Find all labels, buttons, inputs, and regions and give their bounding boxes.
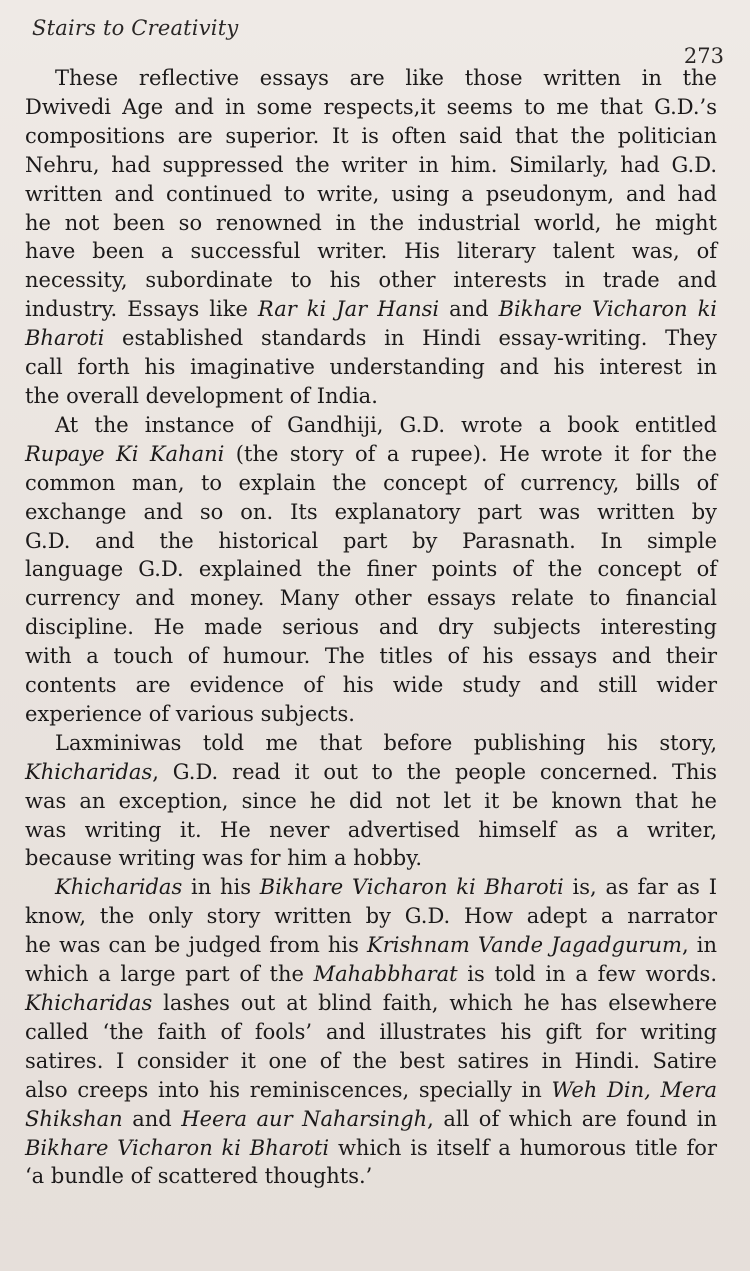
italic-title: Bikhare Vicharon ki <box>498 297 718 322</box>
text-line <box>25 411 717 440</box>
text-line <box>25 873 717 902</box>
text-run: experience of various subjects. <box>25 701 355 726</box>
text-run: was writing it. He never advertised himself as a writer, <box>25 817 717 842</box>
text-line <box>25 180 717 209</box>
text-run: which is itself a humorous title for <box>329 1135 717 1160</box>
paragraph <box>25 729 717 874</box>
text-line <box>25 671 717 700</box>
text-line <box>25 1105 717 1134</box>
text-run: call forth his imaginative understanding and his interest in <box>25 355 717 380</box>
text-run: ‘a bundle of scattered thoughts.’ <box>25 1164 373 1189</box>
text-line <box>25 353 717 382</box>
text-line <box>25 1134 717 1163</box>
text-line <box>25 816 717 845</box>
text-run: currency and money. Many other essays relate to financial <box>25 586 717 611</box>
text-run: Laxminiwas told me that before publishing his story, <box>55 730 717 755</box>
page-number: 273 <box>683 44 724 68</box>
text-run: he not been so renowned in the industrial world, he might <box>25 210 717 235</box>
text-line <box>25 931 717 960</box>
text-line <box>25 151 717 180</box>
text-run: , G.D. read it out to the people concerned. This <box>152 759 717 784</box>
text-line <box>25 93 717 122</box>
text-line <box>25 527 717 556</box>
italic-title: Heera aur Naharsingh <box>181 1106 428 1131</box>
text-line <box>25 729 717 758</box>
italic-title: Krishnam Vande Jagadgurum <box>367 933 682 958</box>
running-head: Stairs to Creativity <box>32 16 239 40</box>
text-run: is, as far as I <box>563 875 717 900</box>
text-run: in his <box>182 875 260 900</box>
text-run: These reflective essays are like those written in the <box>55 66 717 90</box>
text-line <box>25 209 717 238</box>
text-line <box>25 1076 717 1105</box>
italic-title: Shikshan <box>25 1106 123 1131</box>
text-run: , in <box>681 933 718 958</box>
text-run: the overall development of India. <box>25 383 378 408</box>
text-line <box>25 382 717 411</box>
text-run: At the instance of Gandhiji, G.D. wrote a book entitled <box>55 412 717 437</box>
text-line <box>25 1047 717 1076</box>
paragraph <box>25 411 717 729</box>
text-run: language G.D. explained the finer points of the concept of <box>25 557 717 582</box>
text-run: and <box>439 297 499 322</box>
text-line <box>25 64 717 93</box>
text-run: established standards in Hindi essay-writing. They <box>104 326 717 351</box>
text-line <box>25 555 717 584</box>
text-line <box>25 787 717 816</box>
text-run: exchange and so on. Its explanatory part was written by <box>25 499 717 524</box>
text-run: satires. I consider it one of the best satires in Hindi. Satire <box>25 1048 717 1073</box>
text-line <box>25 440 717 469</box>
text-run: common man, to explain the concept of currency, bills of <box>25 470 717 495</box>
paragraph <box>25 64 717 411</box>
text-line <box>25 469 717 498</box>
text-run: he was can be judged from his <box>25 933 368 958</box>
text-run: industry. Essays like <box>25 297 258 322</box>
text-line <box>25 1018 717 1047</box>
italic-title: Bikhare Vicharon ki Bharoti <box>25 1135 330 1160</box>
italic-title: Rar ki Jar Hansi <box>257 297 440 322</box>
text-run: , all of which are found in <box>427 1106 717 1131</box>
text-line <box>25 902 717 931</box>
text-run: called ‘the faith of fools’ and illustrates his gift for writing <box>25 1019 717 1044</box>
text-run: because writing was for him a hobby. <box>25 846 422 871</box>
text-line <box>25 295 717 324</box>
text-run: written and continued to write, using a pseudonym, and had <box>25 181 717 206</box>
text-line <box>25 266 717 295</box>
italic-title: Bikhare Vicharon ki Bharoti <box>259 875 564 900</box>
text-run: discipline. He made serious and dry subjects interesting <box>25 615 717 640</box>
italic-title: Mahabbharat <box>313 962 458 987</box>
text-line <box>25 498 717 527</box>
text-line <box>25 584 717 613</box>
text-run: with a touch of humour. The titles of his essays and their <box>25 644 717 669</box>
text-run: Dwivedi Age and in some respects,it seems to me that G.D.’s <box>25 94 717 119</box>
text-run: (the story of a rupee). He wrote it for the <box>224 441 718 466</box>
text-line <box>25 844 717 873</box>
text-run: was an exception, since he did not let it be known that he <box>25 788 717 813</box>
text-line <box>25 758 717 787</box>
text-run: compositions are superior. It is often said that the politician <box>25 123 717 148</box>
text-run: have been a successful writer. His literary talent was, of <box>25 239 717 264</box>
text-run: is told in a few words. <box>457 962 717 987</box>
text-line <box>25 1162 717 1191</box>
text-line <box>25 960 717 989</box>
text-run: know, the only story written by G.D. How adept a narrator <box>25 904 717 929</box>
italic-title: Weh Din, Mera <box>551 1077 717 1102</box>
italic-title: Khicharidas <box>25 759 153 784</box>
text-run: contents are evidence of his wide study and still wider <box>25 673 717 698</box>
text-run: necessity, subordinate to his other interests in trade and <box>25 268 717 293</box>
text-run: G.D. and the historical part by Parasnath. In simple <box>25 528 717 553</box>
text-line <box>25 122 717 151</box>
italic-title: Rupaye Ki Kahani <box>25 441 225 466</box>
text-run: lashes out at blind faith, which he has elsewhere <box>152 991 717 1015</box>
text-run: which a large part of the <box>25 962 314 987</box>
text-line <box>25 324 717 353</box>
text-line <box>25 989 717 1018</box>
text-line <box>25 613 717 642</box>
italic-title: Khicharidas <box>55 875 183 900</box>
text-line <box>25 642 717 671</box>
text-run: also creeps into his reminiscences, specially in <box>25 1077 552 1102</box>
text-line <box>25 700 717 729</box>
body-text <box>25 64 717 1191</box>
text-run: and <box>122 1106 182 1131</box>
italic-title: Bharoti <box>25 326 105 351</box>
text-line <box>25 237 717 266</box>
text-run: Nehru, had suppressed the writer in him. Similarly, had G.D. <box>25 152 717 177</box>
paragraph <box>25 873 717 1191</box>
italic-title: Khicharidas <box>25 991 153 1015</box>
